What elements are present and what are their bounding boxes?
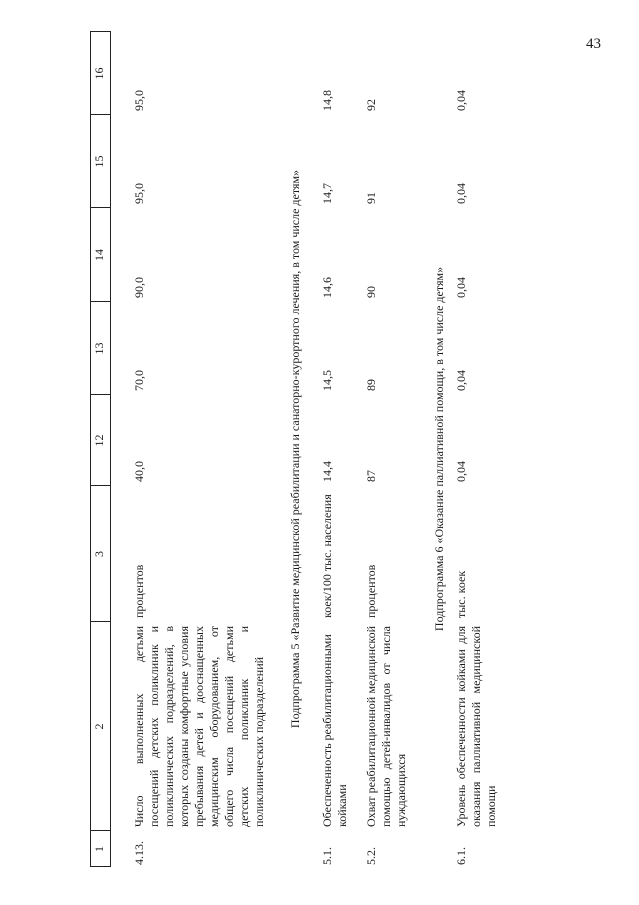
header-separator	[110, 31, 111, 867]
unit: тыс. коек	[454, 570, 468, 618]
column-header: 15	[92, 155, 106, 168]
value-col-16: 0,04	[454, 90, 468, 111]
row-number: 4.13.	[132, 841, 146, 865]
value-col-12: 14,4	[320, 461, 334, 482]
subprogram-heading: Подпрограмма 6 «Оказание паллиативной помощи, в том числе детям»	[432, 266, 446, 632]
value-col-15: 14,7	[320, 183, 334, 204]
value-col-15: 0,04	[454, 183, 468, 204]
rotated-table	[90, 31, 540, 867]
page-number: 43	[586, 36, 601, 52]
value-col-14: 0,04	[454, 277, 468, 298]
value-col-16: 14,8	[320, 90, 334, 111]
value-col-13: 70,0	[132, 370, 146, 391]
value-col-14: 14,6	[320, 277, 334, 298]
column-header: 16	[92, 67, 106, 80]
value-col-12: 0,04	[454, 461, 468, 482]
indicator-name: Уровень обеспеченности койками для оказания паллиативной медицинской помощи	[454, 626, 498, 827]
indicator-name: Охват реабилитационной медицинской помощью детей-инвалидов от числа нуждающихся	[364, 626, 408, 827]
column-header: 3	[92, 551, 106, 557]
indicator-name: Обеспеченность реабилитационными койками	[320, 634, 349, 827]
unit: процентов	[132, 564, 146, 618]
column-header: 1	[92, 846, 106, 852]
column-header: 13	[92, 342, 106, 355]
row-number: 5.2.	[364, 847, 378, 865]
value-col-14: 90,0	[132, 277, 146, 298]
column-header: 12	[92, 434, 106, 447]
value-col-16: 92	[364, 99, 378, 111]
subprogram-heading: Подпрограмма 5 «Развитие медицинской реабилитации и санаторно-курортного лечения, в том числе детям»	[288, 169, 302, 729]
value-col-15: 95,0	[132, 183, 146, 204]
unit: процентов	[364, 564, 378, 618]
indicator-name: Число выполненных детьми посещений детских поликлиник и поликлинических подразделений, в которых созданы комфортные условия пребывания детей и дооснащенных медицинским оборудованием, от общего числа посещений детьми детских поликлиник и поликлинических подразделений	[132, 626, 266, 827]
value-col-13: 14,5	[320, 370, 334, 391]
value-col-12: 87	[364, 470, 378, 482]
value-col-16: 95,0	[132, 90, 146, 111]
unit: коек/100 тыс. населения	[320, 494, 334, 618]
row-number: 5.1.	[320, 847, 334, 865]
value-col-14: 90	[364, 286, 378, 298]
value-col-12: 40,0	[132, 461, 146, 482]
column-header: 14	[92, 249, 106, 261]
value-col-13: 0,04	[454, 370, 468, 391]
column-header: 2	[92, 723, 106, 730]
value-col-13: 89	[364, 379, 378, 391]
table-top-border	[90, 31, 91, 867]
row-number: 6.1.	[454, 847, 468, 865]
value-col-15: 91	[364, 192, 378, 204]
